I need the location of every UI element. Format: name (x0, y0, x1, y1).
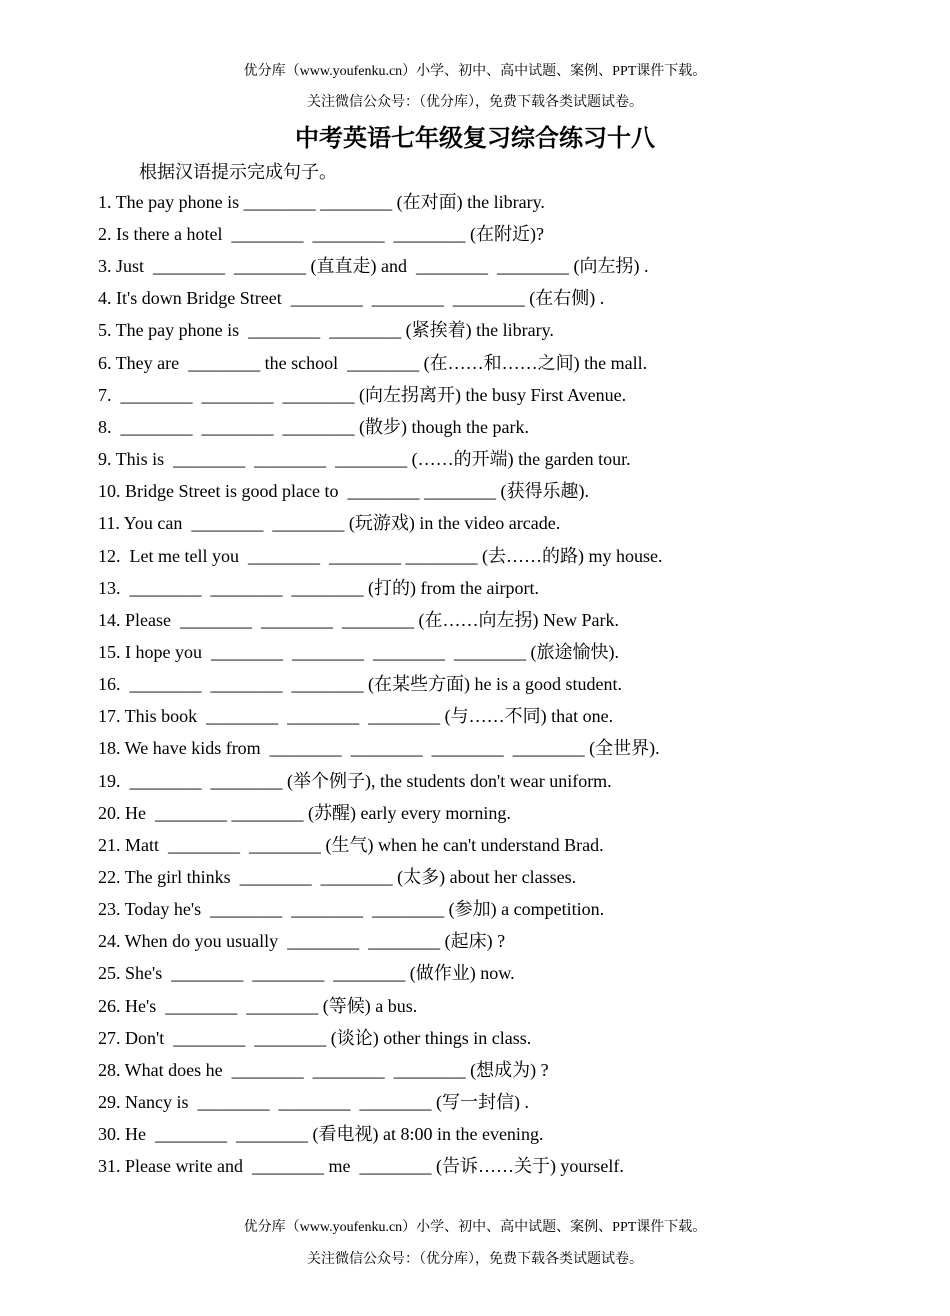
question-19: 19. ________ ________ (举个例子), the students don't wear uniform. (98, 771, 612, 791)
question-4: 4. It's down Bridge Street ________ ________ ________ (在右侧) . (98, 288, 605, 308)
question-2: 2. Is there a hotel ________ ________ ________ (在附近)? (98, 224, 544, 244)
question-3: 3. Just ________ ________ (直直走) and ________ ________ (向左拐) . (98, 256, 649, 276)
question-24: 24. When do you usually ________ ________ (起床) ? (98, 931, 506, 951)
page-header-line-2: 关注微信公众号：（优分库），免费下载各类试题试卷。 (307, 95, 643, 110)
question-15: 15. I hope you ________ ________ ________ ________ (旅途愉快). (98, 642, 619, 662)
question-7: 7. ________ ________ ________ (向左拐离开) the busy First Avenue. (98, 385, 627, 405)
question-9: 9. This is ________ ________ ________ (……的开端) the garden tour. (98, 449, 631, 469)
question-26: 26. He's ________ ________ (等候) a bus. (98, 996, 418, 1016)
page-footer-line-1: 优分库（www.youfenku.cn）小学、初中、高中试题、案例、PPT课件下载。 (243, 1220, 707, 1235)
page-header-line-1: 优分库（www.youfenku.cn）小学、初中、高中试题、案例、PPT课件下载。 (243, 64, 707, 79)
page-title: 中考英语七年级复习综合练习十八 (295, 124, 655, 152)
question-20: 20. He ________ ________ (苏醒) early every morning. (98, 803, 511, 823)
question-31: 31. Please write and ________ me ________ (告诉……关于) yourself. (98, 1156, 624, 1176)
question-14: 14. Please ________ ________ ________ (在……向左拐) New Park. (98, 610, 619, 630)
question-25: 25. She's ________ ________ ________ (做作业) now. (98, 963, 515, 983)
question-11: 11. You can ________ ________ (玩游戏) in the video arcade. (98, 513, 561, 533)
question-30: 30. He ________ ________ (看电视) at 8:00 in the evening. (98, 1124, 544, 1144)
instruction-text: 根据汉语提示完成句子。 (139, 162, 337, 182)
question-13: 13. ________ ________ ________ (打的) from the airport. (98, 578, 539, 598)
question-5: 5. The pay phone is ________ ________ (紧挨着) the library. (98, 320, 554, 340)
question-29: 29. Nancy is ________ ________ ________ (写一封信) . (98, 1092, 529, 1112)
question-16: 16. ________ ________ ________ (在某些方面) he is a good student. (98, 674, 622, 694)
question-10: 10. Bridge Street is good place to ________ ________ (获得乐趣). (98, 481, 589, 501)
question-6: 6. They are ________ the school ________ (在……和……之间) the mall. (98, 353, 648, 373)
page-footer-line-2: 关注微信公众号：（优分库），免费下载各类试题试卷。 (307, 1252, 643, 1267)
question-18: 18. We have kids from ________ ________ ________ ________ (全世界). (98, 738, 660, 758)
question-17: 17. This book ________ ________ ________ (与……不同) that one. (98, 706, 614, 726)
question-21: 21. Matt ________ ________ (生气) when he can't understand Brad. (98, 835, 604, 855)
question-8: 8. ________ ________ ________ (散步) though the park. (98, 417, 529, 437)
question-1: 1. The pay phone is ________ ________ (在对面) the library. (98, 192, 545, 212)
question-27: 27. Don't ________ ________ (谈论) other things in class. (98, 1028, 532, 1048)
question-12: 12. Let me tell you ________ ________ ________ (去……的路) my house. (98, 546, 663, 566)
question-23: 23. Today he's ________ ________ ________ (参加) a competition. (98, 899, 605, 919)
question-28: 28. What does he ________ ________ ________ (想成为) ? (98, 1060, 549, 1080)
question-22: 22. The girl thinks ________ ________ (太多) about her classes. (98, 867, 577, 887)
